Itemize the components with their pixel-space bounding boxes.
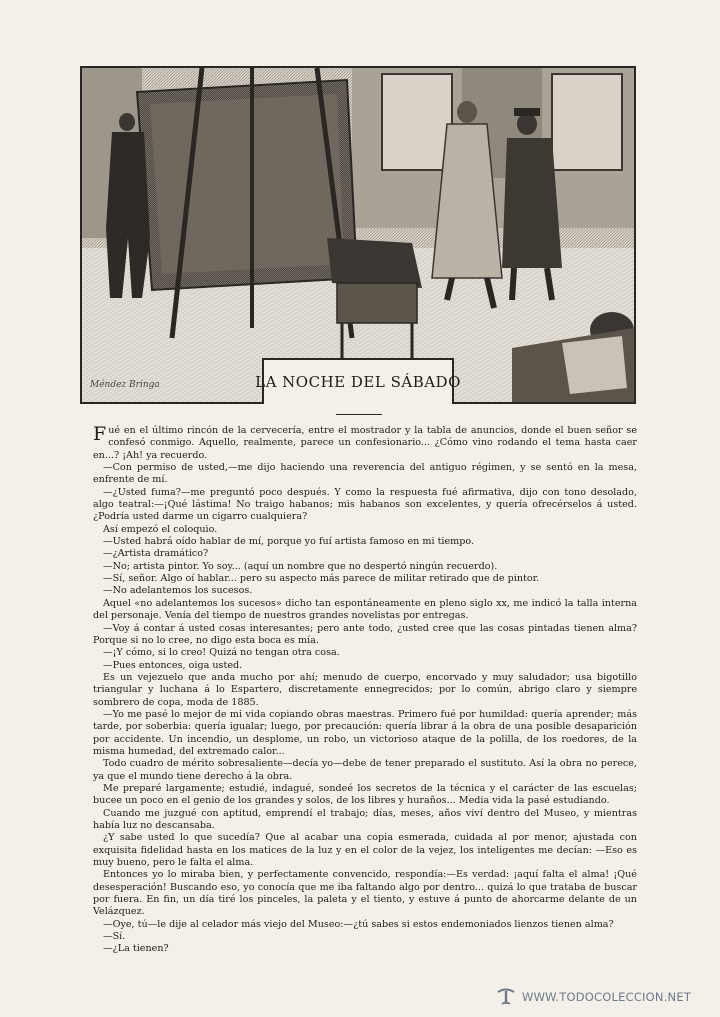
paragraph: —¿Artista dramático?	[103, 548, 209, 560]
paragraph: —No; artista pintor. Yo soy... (aquí un nombre que no despertó ningún recuerdo).	[103, 560, 498, 572]
paragraph: —Yo me pasé lo mejor de mi vida copiando obras maestras. Primero fué por humildad: quería aprender; más tarde, por soberbia: quería igualar; luego, por precaución: quería librar á la obra de una posible desaparición por accidente. Un incendio, un desplome, un robo, un victorioso ataque de la polilla, de los roedores, de la misma humedad, del extremado calor...	[93, 708, 637, 757]
paragraph: —Usted habrá oído hablar de mí, porque yo fuí artista famoso en mi tiempo.	[103, 536, 475, 548]
watermark-text: WWW.TODOCOLECCION.NET	[522, 990, 692, 1004]
paragraph: Fué en el último rincón de la cervecería, entre el mostrador y la tabla de anuncios, donde el buen señor se confesó conmigo. Aquello, realmente, parece un confesionario... ¿Cómo vino rodando el tema hasta caer en...? ¡Ah! ya recuerdo.	[93, 423, 637, 461]
paragraph: —¿Usted fuma?—me preguntó poco después. Y como la respuesta fué afirmativa, dijo con tono desolado, algo teatral:—¡Qué lástima! No traigo habanos; mis habanos son excelentes, y quería ofrecérselos á usted. ¿Podría usted darme un cigarro cualquiera?	[93, 486, 637, 523]
paragraph: —Sí.	[103, 931, 126, 943]
paragraph: Es un vejezuelo que anda mucho por ahí; menudo de cuerpo, encorvado y muy saludador; usa bigotillo triangular y luchana á lo Espartero, discretamente ennegrecidos; por lo común, abrigo claro y siempre sombrero de copa, moda de 1885.	[93, 671, 637, 708]
paragraph: Me preparé largamente; estudié, indagué, sondeé los secretos de la técnica y el carácter de las escuelas; bucee un poco en el genio de los grandes y solos, de los libres y huraños... Media vida la pasé estudiando.	[93, 782, 637, 807]
drop-cap: F	[93, 423, 107, 445]
paragraph: —Pues entonces, oiga usted.	[103, 659, 243, 671]
title-divider	[336, 414, 382, 415]
article-body	[93, 425, 637, 956]
site-watermark[interactable]	[496, 988, 691, 1006]
paragraph: Cuando me juzgué con aptitud, emprendí el trabajo; días, meses, años viví dentro del Museo, y mientras había luz no descansaba.	[93, 807, 637, 831]
paragraph: Todo cuadro de mérito sobresaliente—decía yo—debe de tener preparado el sustituto. Así la obra no perece, ya que el mundo tiene derecho á la obra.	[93, 758, 637, 782]
paragraph: —Con permiso de usted,—me dijo haciendo una reverencia del antiguo régimen, y se sentó en la mesa, enfrente de mí.	[93, 462, 637, 486]
paragraph: —¿La tienen?	[103, 943, 169, 955]
engraving-illustration	[80, 66, 636, 404]
illustrator-signature: Méndez Bringa	[90, 380, 160, 390]
paragraph: Aquel «no adelantemos los sucesos» dicho tan espontáneamente en pleno siglo xx, me indicó la talla interna del personaje. Venía del tiempo de nuestros grandes novelistas por entregas.	[93, 597, 637, 622]
paragraph: ¿Y sabe usted lo que sucedía? Que al acabar una copia esmerada, cuidada al por menor, ajustada con exquisita fidelidad hasta en los matices de la luz y en el color de la vejez, los inteligentes me decían: —Eso es muy bueno, pero le falta el alma.	[93, 832, 637, 869]
todocoleccion-logo-icon	[496, 988, 516, 1006]
paragraph: Entonces yo lo miraba bien, y perfectamente convencido, respondía:—Es verdad: ¡aquí falta el alma! ¡Qué desesperación! Buscando eso, yo conocía que me iba faltando algo por dentro... quizá lo que trataba de buscar por fuera. En fin, un día tiré los pinceles, la paleta y el tiento, y estuve á punto de ahorcarme delante de un Velázquez.	[93, 869, 637, 918]
paragraph: Así empezó el coloquio.	[103, 523, 218, 535]
paragraph: —Sí, señor. Algo oí hablar... pero su aspecto más parece de militar retirado que de pintor.	[103, 573, 540, 585]
museum-scene-image	[82, 68, 634, 402]
paragraph: —No adelantemos los sucesos.	[103, 585, 253, 597]
article-title-box	[255, 358, 461, 404]
paragraph: —Oye, tú—le dije al celador más viejo del Museo:—¿tú sabes si estos endemoniados lienzos tienen alma?	[103, 918, 614, 930]
article-title: LA NOCHE DEL SÁBADO	[255, 373, 461, 391]
paragraph: —¡Y cómo, si lo creo! Quizá no tengan otra cosa.	[103, 647, 340, 659]
paragraph: —Voy á contar á usted cosas interesantes; pero ante todo, ¿usted cree que las cosas pintadas tienen alma? Porque si no lo cree, no digo esta boca es mía.	[93, 622, 637, 646]
